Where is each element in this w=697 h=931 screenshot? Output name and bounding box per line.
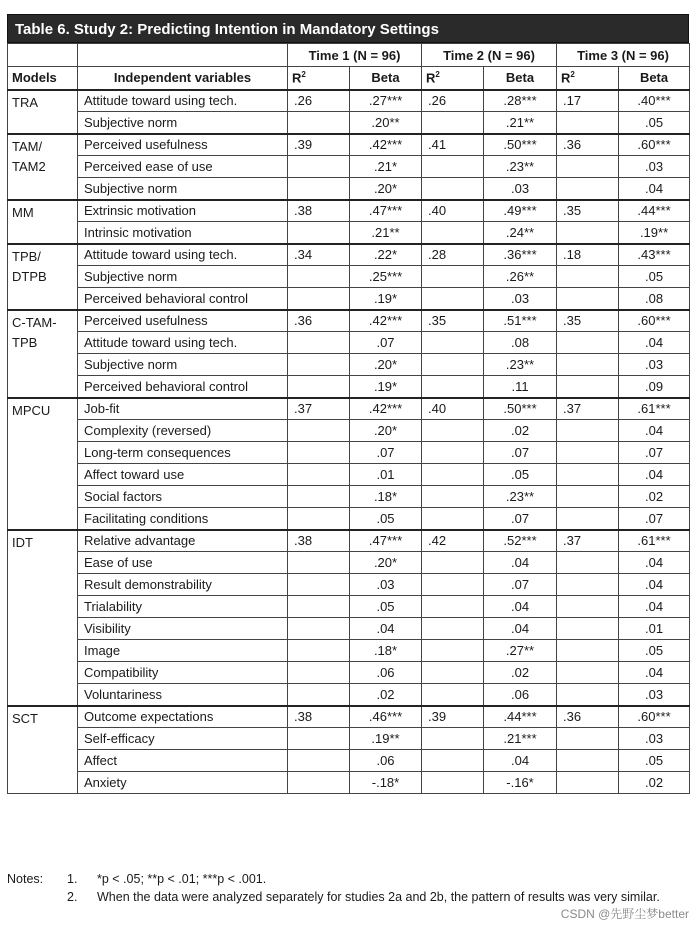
beta-value: .06 bbox=[350, 750, 422, 772]
r2-value: .36 bbox=[288, 310, 350, 332]
variable-name: Trialability bbox=[78, 596, 288, 618]
beta-value: .20** bbox=[350, 112, 422, 134]
r2-value bbox=[557, 222, 619, 244]
beta-value: .20* bbox=[350, 552, 422, 574]
table-row bbox=[8, 310, 690, 332]
variable-name: Image bbox=[78, 640, 288, 662]
beta-value: .40*** bbox=[619, 90, 690, 112]
variable-name: Complexity (reversed) bbox=[78, 420, 288, 442]
variable-name: Perceived behavioral control bbox=[78, 376, 288, 398]
beta-value: .04 bbox=[619, 332, 690, 354]
beta-value: .60*** bbox=[619, 134, 690, 156]
variable-name: Job-fit bbox=[78, 398, 288, 420]
model-name: TRA bbox=[8, 90, 78, 134]
beta-value: .23** bbox=[484, 354, 557, 376]
r2-value bbox=[422, 486, 484, 508]
beta-value: .03 bbox=[619, 354, 690, 376]
r2-value bbox=[288, 464, 350, 486]
r2-value bbox=[557, 464, 619, 486]
table-row bbox=[8, 574, 690, 596]
r2-value bbox=[288, 574, 350, 596]
beta-value: .05 bbox=[484, 464, 557, 486]
variable-name: Intrinsic motivation bbox=[78, 222, 288, 244]
beta-value: .07 bbox=[350, 442, 422, 464]
r2-value: .37 bbox=[557, 398, 619, 420]
beta-value: .61*** bbox=[619, 530, 690, 552]
r2-value: .39 bbox=[422, 706, 484, 728]
beta-value: .02 bbox=[484, 420, 557, 442]
beta-value: .19** bbox=[619, 222, 690, 244]
beta-header: Beta bbox=[619, 67, 690, 90]
beta-value: .07 bbox=[484, 442, 557, 464]
beta-value: .22* bbox=[350, 244, 422, 266]
variable-name: Extrinsic motivation bbox=[78, 200, 288, 222]
beta-value: .04 bbox=[484, 596, 557, 618]
variable-name: Relative advantage bbox=[78, 530, 288, 552]
r2-value bbox=[422, 442, 484, 464]
blank-header-cell bbox=[78, 44, 288, 67]
beta-value: .02 bbox=[350, 684, 422, 706]
beta-value: .24** bbox=[484, 222, 557, 244]
table-title: Table 6. Study 2: Predicting Intention in Mandatory Settings bbox=[7, 14, 689, 43]
beta-value: .44*** bbox=[484, 706, 557, 728]
table-row bbox=[8, 640, 690, 662]
r2-value: .40 bbox=[422, 200, 484, 222]
r2-value bbox=[288, 662, 350, 684]
beta-value: .50*** bbox=[484, 134, 557, 156]
r2-value bbox=[557, 486, 619, 508]
r2-value bbox=[557, 178, 619, 200]
r2-value bbox=[422, 618, 484, 640]
beta-value: .27*** bbox=[350, 90, 422, 112]
r2-value bbox=[288, 772, 350, 794]
variable-name: Ease of use bbox=[78, 552, 288, 574]
r2-value: .39 bbox=[288, 134, 350, 156]
r2-value bbox=[557, 618, 619, 640]
r2-value bbox=[557, 640, 619, 662]
table-row bbox=[8, 354, 690, 376]
r2-value bbox=[422, 332, 484, 354]
variable-name: Attitude toward using tech. bbox=[78, 332, 288, 354]
beta-value: .05 bbox=[619, 750, 690, 772]
beta-value: .04 bbox=[484, 750, 557, 772]
table-row bbox=[8, 530, 690, 552]
r2-value bbox=[557, 420, 619, 442]
time-2-header: Time 2 (N = 96) bbox=[422, 44, 557, 67]
note-text: When the data were analyzed separately for studies 2a and 2b, the pattern of results was very similar. bbox=[97, 890, 660, 904]
beta-value: .60*** bbox=[619, 310, 690, 332]
r2-value: .37 bbox=[288, 398, 350, 420]
model-name: IDT bbox=[8, 530, 78, 706]
r2-value: .28 bbox=[422, 244, 484, 266]
beta-value: .04 bbox=[350, 618, 422, 640]
model-name: SCT bbox=[8, 706, 78, 794]
r2-value bbox=[557, 508, 619, 530]
variable-name: Perceived ease of use bbox=[78, 156, 288, 178]
beta-value: .20* bbox=[350, 178, 422, 200]
r2-value bbox=[288, 266, 350, 288]
table-row bbox=[8, 222, 690, 244]
beta-value: .21** bbox=[484, 112, 557, 134]
variable-name: Voluntariness bbox=[78, 684, 288, 706]
beta-value: .02 bbox=[619, 772, 690, 794]
r2-value bbox=[557, 266, 619, 288]
r2-value bbox=[422, 112, 484, 134]
model-name: C-TAM- TPB bbox=[8, 310, 78, 398]
r2-value: .26 bbox=[422, 90, 484, 112]
variables-header: Independent variables bbox=[78, 67, 288, 90]
r2-value: .36 bbox=[557, 706, 619, 728]
r2-value bbox=[288, 596, 350, 618]
beta-value: .61*** bbox=[619, 398, 690, 420]
r2-value: .34 bbox=[288, 244, 350, 266]
r2-value bbox=[422, 288, 484, 310]
r2-value bbox=[288, 640, 350, 662]
r2-value bbox=[422, 354, 484, 376]
r2-value bbox=[422, 574, 484, 596]
r2-value bbox=[557, 332, 619, 354]
beta-header: Beta bbox=[350, 67, 422, 90]
table-row bbox=[8, 596, 690, 618]
note-text: *p < .05; **p < .01; ***p < .001. bbox=[97, 872, 267, 886]
r2-value: .40 bbox=[422, 398, 484, 420]
r2-value bbox=[557, 728, 619, 750]
r2-value bbox=[422, 596, 484, 618]
r2-value: .38 bbox=[288, 706, 350, 728]
table-row bbox=[8, 398, 690, 420]
notes-label: Notes: bbox=[7, 872, 44, 886]
model-name: TPB/ DTPB bbox=[8, 244, 78, 310]
beta-value: .09 bbox=[619, 376, 690, 398]
beta-value: .01 bbox=[350, 464, 422, 486]
variable-name: Compatibility bbox=[78, 662, 288, 684]
r2-value: .38 bbox=[288, 530, 350, 552]
r2-value bbox=[422, 640, 484, 662]
beta-value: .03 bbox=[619, 156, 690, 178]
beta-value: .51*** bbox=[484, 310, 557, 332]
time-header-row bbox=[8, 44, 690, 67]
beta-value: .02 bbox=[619, 486, 690, 508]
table-row bbox=[8, 420, 690, 442]
r2-value: .17 bbox=[557, 90, 619, 112]
results-table bbox=[7, 43, 690, 794]
model-name: TAM/ TAM2 bbox=[8, 134, 78, 200]
r2-value bbox=[288, 442, 350, 464]
blank-header-cell bbox=[8, 44, 78, 67]
variable-name: Perceived usefulness bbox=[78, 134, 288, 156]
beta-value: .04 bbox=[619, 596, 690, 618]
r2-value bbox=[288, 178, 350, 200]
r2-value bbox=[288, 354, 350, 376]
r2-value: .26 bbox=[288, 90, 350, 112]
beta-value: .11 bbox=[484, 376, 557, 398]
beta-value: .03 bbox=[350, 574, 422, 596]
variable-name: Facilitating conditions bbox=[78, 508, 288, 530]
beta-value: .25*** bbox=[350, 266, 422, 288]
beta-value: .06 bbox=[350, 662, 422, 684]
r2-value bbox=[557, 354, 619, 376]
beta-value: .02 bbox=[484, 662, 557, 684]
beta-value: .36*** bbox=[484, 244, 557, 266]
beta-value: .05 bbox=[619, 640, 690, 662]
beta-value: .01 bbox=[619, 618, 690, 640]
beta-value: .07 bbox=[484, 574, 557, 596]
variable-name: Self-efficacy bbox=[78, 728, 288, 750]
beta-value: .42*** bbox=[350, 134, 422, 156]
beta-value: .46*** bbox=[350, 706, 422, 728]
table-row bbox=[8, 112, 690, 134]
r2-value bbox=[557, 574, 619, 596]
r2-value bbox=[557, 684, 619, 706]
table-row bbox=[8, 662, 690, 684]
beta-value: -.18* bbox=[350, 772, 422, 794]
r2-value: .42 bbox=[422, 530, 484, 552]
r2-value: .18 bbox=[557, 244, 619, 266]
beta-value: -.16* bbox=[484, 772, 557, 794]
table-row bbox=[8, 200, 690, 222]
beta-value: .19* bbox=[350, 376, 422, 398]
beta-value: .04 bbox=[619, 552, 690, 574]
r2-value bbox=[288, 288, 350, 310]
variable-name: Subjective norm bbox=[78, 178, 288, 200]
table-body bbox=[8, 90, 690, 794]
r2-value bbox=[557, 596, 619, 618]
model-name: MM bbox=[8, 200, 78, 244]
table-row bbox=[8, 464, 690, 486]
time-3-header: Time 3 (N = 96) bbox=[557, 44, 690, 67]
column-header-row bbox=[8, 67, 690, 90]
beta-value: .20* bbox=[350, 354, 422, 376]
beta-value: .05 bbox=[350, 508, 422, 530]
r2-value bbox=[557, 750, 619, 772]
beta-value: .07 bbox=[350, 332, 422, 354]
r2-value bbox=[557, 288, 619, 310]
beta-value: .04 bbox=[619, 178, 690, 200]
variable-name: Long-term consequences bbox=[78, 442, 288, 464]
beta-value: .03 bbox=[619, 684, 690, 706]
r2-value bbox=[422, 222, 484, 244]
table-row bbox=[8, 288, 690, 310]
table-row bbox=[8, 376, 690, 398]
r2-value bbox=[288, 486, 350, 508]
variable-name: Outcome expectations bbox=[78, 706, 288, 728]
table-row bbox=[8, 772, 690, 794]
note-number: 1. bbox=[67, 872, 78, 886]
table-row bbox=[8, 750, 690, 772]
r2-header: $R^2$ bbox=[288, 67, 350, 90]
r2-value bbox=[422, 508, 484, 530]
beta-value: .04 bbox=[619, 662, 690, 684]
r2-value bbox=[422, 266, 484, 288]
table-row bbox=[8, 728, 690, 750]
beta-value: .43*** bbox=[619, 244, 690, 266]
r2-value bbox=[557, 156, 619, 178]
beta-value: .05 bbox=[619, 112, 690, 134]
table-row bbox=[8, 552, 690, 574]
r2-value bbox=[557, 112, 619, 134]
watermark: CSDN @先野尘梦better bbox=[560, 907, 689, 921]
variable-name: Perceived usefulness bbox=[78, 310, 288, 332]
beta-value: .21*** bbox=[484, 728, 557, 750]
table-row bbox=[8, 178, 690, 200]
beta-value: .03 bbox=[484, 288, 557, 310]
r2-value bbox=[288, 156, 350, 178]
r2-value bbox=[422, 750, 484, 772]
table-row bbox=[8, 486, 690, 508]
beta-value: .21* bbox=[350, 156, 422, 178]
table-document bbox=[7, 14, 689, 794]
beta-value: .52*** bbox=[484, 530, 557, 552]
variable-name: Perceived behavioral control bbox=[78, 288, 288, 310]
beta-value: .47*** bbox=[350, 530, 422, 552]
r2-value bbox=[557, 552, 619, 574]
beta-value: .23** bbox=[484, 486, 557, 508]
beta-value: .07 bbox=[619, 442, 690, 464]
variable-name: Attitude toward using tech. bbox=[78, 244, 288, 266]
time-1-header: Time 1 (N = 96) bbox=[288, 44, 422, 67]
variable-name: Subjective norm bbox=[78, 112, 288, 134]
beta-value: .19* bbox=[350, 288, 422, 310]
variable-name: Visibility bbox=[78, 618, 288, 640]
beta-value: .42*** bbox=[350, 310, 422, 332]
beta-value: .06 bbox=[484, 684, 557, 706]
r2-value bbox=[288, 112, 350, 134]
r2-value bbox=[288, 222, 350, 244]
r2-value: .35 bbox=[557, 310, 619, 332]
beta-value: .50*** bbox=[484, 398, 557, 420]
beta-value: .21** bbox=[350, 222, 422, 244]
model-name: MPCU bbox=[8, 398, 78, 530]
r2-value: .36 bbox=[557, 134, 619, 156]
beta-value: .05 bbox=[619, 266, 690, 288]
r2-value bbox=[557, 662, 619, 684]
r2-value bbox=[422, 420, 484, 442]
beta-value: .18* bbox=[350, 640, 422, 662]
table-row bbox=[8, 442, 690, 464]
table-row bbox=[8, 508, 690, 530]
beta-value: .07 bbox=[484, 508, 557, 530]
r2-value bbox=[288, 332, 350, 354]
beta-value: .04 bbox=[619, 574, 690, 596]
beta-header: Beta bbox=[484, 67, 557, 90]
r2-value bbox=[288, 376, 350, 398]
r2-value bbox=[422, 376, 484, 398]
r2-value: .41 bbox=[422, 134, 484, 156]
beta-value: .04 bbox=[484, 618, 557, 640]
beta-value: .28*** bbox=[484, 90, 557, 112]
r2-value bbox=[288, 684, 350, 706]
r2-value bbox=[288, 508, 350, 530]
beta-value: .08 bbox=[484, 332, 557, 354]
r2-value bbox=[288, 728, 350, 750]
r2-value bbox=[422, 662, 484, 684]
r2-value: .38 bbox=[288, 200, 350, 222]
beta-value: .18* bbox=[350, 486, 422, 508]
beta-value: .42*** bbox=[350, 398, 422, 420]
r2-header: $R^2$ bbox=[557, 67, 619, 90]
variable-name: Result demonstrability bbox=[78, 574, 288, 596]
r2-value bbox=[422, 684, 484, 706]
table-row bbox=[8, 244, 690, 266]
table-row bbox=[8, 706, 690, 728]
beta-value: .04 bbox=[484, 552, 557, 574]
table-row bbox=[8, 618, 690, 640]
table-row bbox=[8, 266, 690, 288]
variable-name: Attitude toward using tech. bbox=[78, 90, 288, 112]
table-row bbox=[8, 684, 690, 706]
r2-value bbox=[288, 618, 350, 640]
table-row bbox=[8, 134, 690, 156]
variable-name: Social factors bbox=[78, 486, 288, 508]
variable-name: Subjective norm bbox=[78, 266, 288, 288]
r2-value bbox=[422, 156, 484, 178]
variable-name: Affect bbox=[78, 750, 288, 772]
beta-value: .04 bbox=[619, 464, 690, 486]
beta-value: .08 bbox=[619, 288, 690, 310]
beta-value: .20* bbox=[350, 420, 422, 442]
beta-value: .03 bbox=[619, 728, 690, 750]
table-row bbox=[8, 332, 690, 354]
beta-value: .60*** bbox=[619, 706, 690, 728]
r2-value bbox=[288, 420, 350, 442]
beta-value: .49*** bbox=[484, 200, 557, 222]
r2-value bbox=[422, 464, 484, 486]
r2-value: .35 bbox=[557, 200, 619, 222]
variable-name: Subjective norm bbox=[78, 354, 288, 376]
r2-value: .37 bbox=[557, 530, 619, 552]
r2-value bbox=[288, 552, 350, 574]
beta-value: .23** bbox=[484, 156, 557, 178]
r2-value bbox=[557, 376, 619, 398]
r2-value bbox=[422, 728, 484, 750]
r2-value bbox=[422, 772, 484, 794]
table-row bbox=[8, 90, 690, 112]
beta-value: .44*** bbox=[619, 200, 690, 222]
beta-value: .27** bbox=[484, 640, 557, 662]
beta-value: .07 bbox=[619, 508, 690, 530]
r2-value: .35 bbox=[422, 310, 484, 332]
r2-value bbox=[557, 772, 619, 794]
table-row bbox=[8, 156, 690, 178]
beta-value: .19** bbox=[350, 728, 422, 750]
models-header: Models bbox=[8, 67, 78, 90]
beta-value: .26** bbox=[484, 266, 557, 288]
r2-value bbox=[288, 750, 350, 772]
variable-name: Anxiety bbox=[78, 772, 288, 794]
beta-value: .03 bbox=[484, 178, 557, 200]
r2-value bbox=[557, 442, 619, 464]
r2-header: $R^2$ bbox=[422, 67, 484, 90]
r2-value bbox=[422, 552, 484, 574]
r2-value bbox=[422, 178, 484, 200]
variable-name: Affect toward use bbox=[78, 464, 288, 486]
note-number: 2. bbox=[67, 890, 78, 904]
beta-value: .47*** bbox=[350, 200, 422, 222]
beta-value: .05 bbox=[350, 596, 422, 618]
beta-value: .04 bbox=[619, 420, 690, 442]
